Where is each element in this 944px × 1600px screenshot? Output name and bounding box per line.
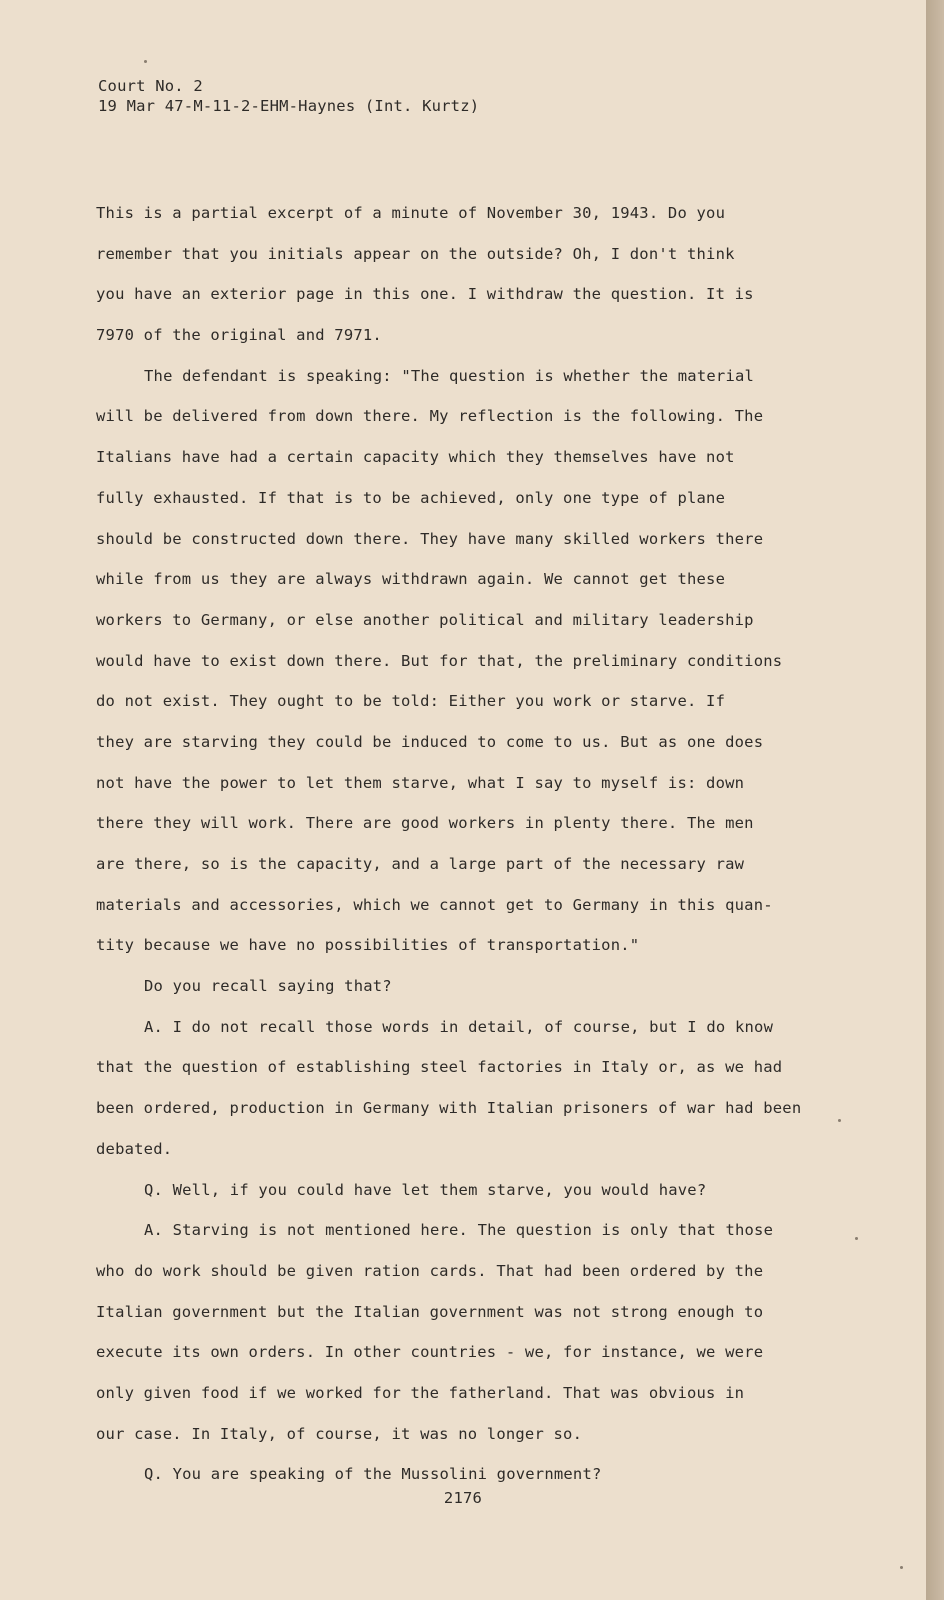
- transcript-line: will be delivered from down there. My reflection is the following. The: [96, 407, 764, 426]
- paper-speck: [900, 1566, 903, 1569]
- transcript-line: been ordered, production in Germany with Italian prisoners of war had been: [96, 1099, 802, 1118]
- transcript-line: who do work should be given ration cards. That had been ordered by the: [96, 1261, 764, 1280]
- transcript-line: Q. Well, if you could have let them starve, you would have?: [144, 1180, 707, 1199]
- document-header: [98, 76, 479, 116]
- transcript-line: fully exhausted. If that is to be achieved, only one type of plane: [96, 488, 726, 507]
- paper-speck: [855, 1237, 858, 1240]
- transcript-line: debated.: [96, 1139, 173, 1158]
- session-reference: 19 Mar 47-M-11-2-EHM-Haynes (Int. Kurtz): [98, 97, 480, 115]
- paper-speck: [144, 60, 147, 63]
- transcript-line: 7970 of the original and 7971.: [96, 326, 382, 345]
- transcript-line: A. I do not recall those words in detail, of course, but I do know: [144, 1017, 774, 1036]
- transcript-line: tity because we have no possibilities of transportation.": [96, 936, 640, 955]
- transcript-line: should be constructed down there. They have many skilled workers there: [96, 529, 764, 548]
- transcript-line: Q. You are speaking of the Mussolini government?: [144, 1465, 602, 1484]
- transcript-line: there they will work. There are good workers in plenty there. The men: [96, 814, 754, 833]
- transcript-line: not have the power to let them starve, what I say to myself is: down: [96, 773, 745, 792]
- transcript-line: remember that you initials appear on the outside? Oh, I don't think: [96, 244, 735, 263]
- transcript-line: Italian government but the Italian government was not strong enough to: [96, 1302, 764, 1321]
- transcript-line: you have an exterior page in this one. I withdraw the question. It is: [96, 285, 754, 304]
- transcript-line: are there, so is the capacity, and a large part of the necessary raw: [96, 855, 745, 873]
- court-number: Court No. 2: [98, 77, 203, 95]
- transcript-line: Italians have had a certain capacity which they themselves have not: [96, 448, 735, 467]
- page-number: 2176: [443, 1489, 483, 1507]
- transcript-line: Do you recall saying that?: [144, 977, 392, 996]
- transcript-line: materials and accessories, which we cannot get to Germany in this quan-: [96, 895, 773, 914]
- transcript-line: our case. In Italy, of course, it was no longer so.: [96, 1424, 583, 1443]
- transcript-line: would have to exist down there. But for that, the preliminary conditions: [96, 651, 783, 670]
- transcript-line: This is a partial excerpt of a minute of November 30, 1943. Do you: [96, 204, 726, 222]
- transcript-line: they are starving they could be induced to come to us. But as one does: [96, 732, 764, 751]
- transcript-line: do not exist. They ought to be told: Either you work or starve. If: [96, 692, 726, 711]
- page-shadow: [926, 0, 944, 1600]
- transcript-line: workers to Germany, or else another political and military leadership: [96, 610, 754, 629]
- transcript-line: The defendant is speaking: "The question is whether the material: [144, 366, 755, 385]
- transcript-line: while from us they are always withdrawn again. We cannot get these: [96, 570, 726, 589]
- transcript-line: execute its own orders. In other countries - we, for instance, we were: [96, 1343, 764, 1362]
- transcript-line: only given food if we worked for the fatherland. That was obvious in: [96, 1383, 745, 1402]
- paper-speck: [838, 1119, 841, 1122]
- transcript-line: that the question of establishing steel factories in Italy or, as we had: [96, 1058, 783, 1077]
- transcript-line: A. Starving is not mentioned here. The question is only that those: [144, 1221, 774, 1240]
- transcript-body: [96, 193, 840, 1495]
